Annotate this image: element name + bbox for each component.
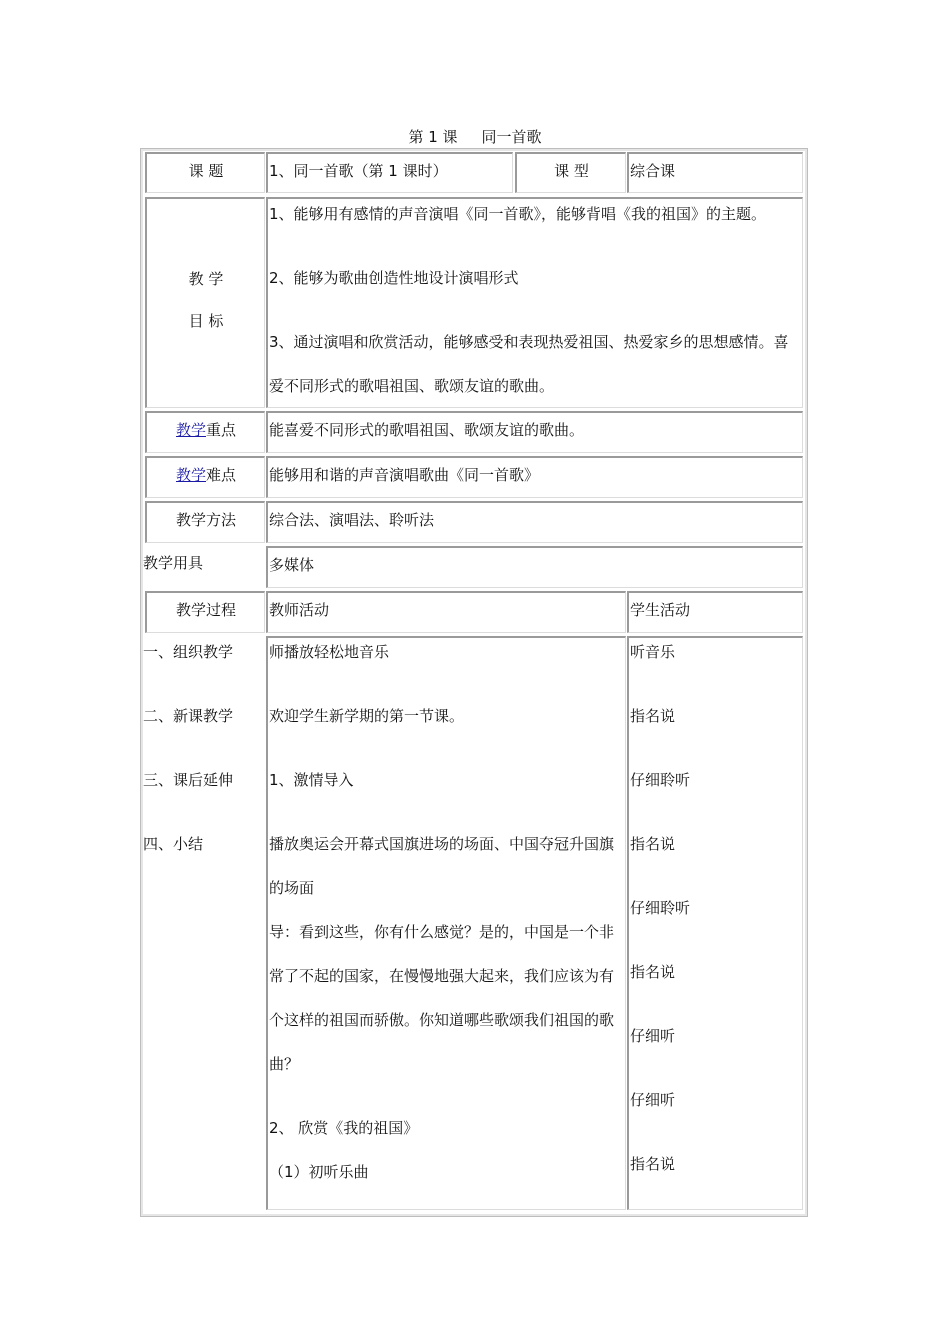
- teacher-line: 常了不起的国家，在慢慢地强大起来，我们应该为有: [269, 967, 615, 985]
- teacher-line: （1）初听乐曲: [269, 1163, 369, 1181]
- difficulty-suffix: 难点: [206, 466, 237, 484]
- cell-keypoint-label: [145, 411, 265, 453]
- teacher-line: 的场面: [269, 879, 315, 897]
- keypoint-link[interactable]: 教学: [175, 421, 206, 439]
- teacher-line: 导：看到这些，你有什么感觉？是的，中国是一个非: [269, 923, 615, 941]
- keypoint-suffix: 重点: [206, 421, 237, 439]
- cell-topic-value: [266, 152, 513, 193]
- tools-label: 教学用具: [143, 554, 204, 572]
- cell-difficulty-value: [266, 456, 803, 498]
- cell-type-label: [515, 152, 626, 193]
- cell-teacher-header: [266, 591, 626, 633]
- difficulty-link[interactable]: 教学: [175, 466, 206, 484]
- teacher-line: 2、 欣赏《我的祖国》: [269, 1119, 419, 1137]
- cell-tools-value: [266, 546, 803, 588]
- cell-topic-label: [145, 152, 265, 193]
- teacher-line: 播放奥运会开幕式国旗进场的场面、中国夺冠升国旗: [269, 835, 615, 853]
- difficulty-label: [147, 464, 265, 485]
- cell-teacher-activities: [266, 636, 626, 1210]
- lesson-number: 第 1 课: [408, 128, 458, 146]
- teacher-line: 1、激情导入: [269, 771, 354, 789]
- objectives-label-1: 教 学: [188, 270, 224, 288]
- difficulty-value: 能够用和谐的声音演唱歌曲《同一首歌》: [269, 466, 540, 484]
- keypoint-value: 能喜爱不同形式的歌唱祖国、歌颂友谊的歌曲。: [269, 421, 585, 439]
- student-line: 仔细听: [630, 1091, 676, 1109]
- cell-objectives-content: [266, 197, 803, 408]
- process-step: 二、新课教学: [143, 707, 234, 725]
- cell-student-header: [627, 591, 803, 633]
- cell-difficulty-label: [145, 456, 265, 498]
- student-line: 仔细听: [630, 1027, 676, 1045]
- topic-value: 1、同一首歌（第 1 课时）: [269, 162, 448, 180]
- objective-1: 1、能够用有感情的声音演唱《同一首歌》，能够背唱《我的祖国》的主题。: [269, 205, 767, 223]
- teacher-line: 欢迎学生新学期的第一节课。: [269, 707, 465, 725]
- process-step: 三、课后延伸: [143, 771, 234, 789]
- objective-3-line-1: 3、通过演唱和欣赏活动，能够感受和表现热爱祖国、热爱家乡的思想感情。喜: [269, 333, 789, 351]
- type-label: 课 型: [554, 162, 589, 180]
- student-line: 仔细聆听: [630, 771, 691, 789]
- student-line: 听音乐: [630, 643, 676, 661]
- cell-process-label: [145, 591, 265, 633]
- cell-method-value: [266, 501, 803, 543]
- teacher-line: 师播放轻松地音乐: [269, 643, 390, 661]
- tools-value: 多媒体: [269, 556, 315, 574]
- process-step: 一、组织教学: [143, 643, 234, 661]
- method-label: 教学方法: [175, 511, 236, 529]
- teacher-line: 个这样的祖国而骄傲。你知道哪些歌颂我们祖国的歌: [269, 1011, 615, 1029]
- process-step: 四、小结: [143, 835, 204, 853]
- student-line: 指名说: [630, 707, 676, 725]
- teacher-activity-header: 教师活动: [269, 601, 330, 619]
- keypoint-label: [147, 419, 265, 440]
- teacher-line: 曲？: [269, 1055, 300, 1073]
- type-value: 综合课: [630, 162, 676, 180]
- objectives-label-2: 目 标: [188, 312, 224, 330]
- cell-type-value: [627, 152, 803, 193]
- cell-keypoint-value: [266, 411, 803, 453]
- process-label: 教学过程: [175, 601, 236, 619]
- student-activity-header: 学生活动: [630, 601, 691, 619]
- student-line: 仔细聆听: [630, 899, 691, 917]
- cell-method-label: [145, 501, 265, 543]
- student-line: 指名说: [630, 963, 676, 981]
- cell-student-activities: [627, 636, 803, 1210]
- objective-2: 2、能够为歌曲创造性地设计演唱形式: [269, 269, 519, 287]
- topic-label: 课 题: [188, 162, 224, 180]
- song-title: 同一首歌: [481, 128, 542, 146]
- cell-objectives-label: [145, 197, 265, 408]
- lesson-title: [0, 126, 950, 147]
- student-line: 指名说: [630, 835, 676, 853]
- method-value: 综合法、演唱法、聆听法: [269, 511, 435, 529]
- student-line: 指名说: [630, 1155, 676, 1173]
- objective-3-line-2: 爱不同形式的歌唱祖国、歌颂友谊的歌曲。: [269, 377, 555, 395]
